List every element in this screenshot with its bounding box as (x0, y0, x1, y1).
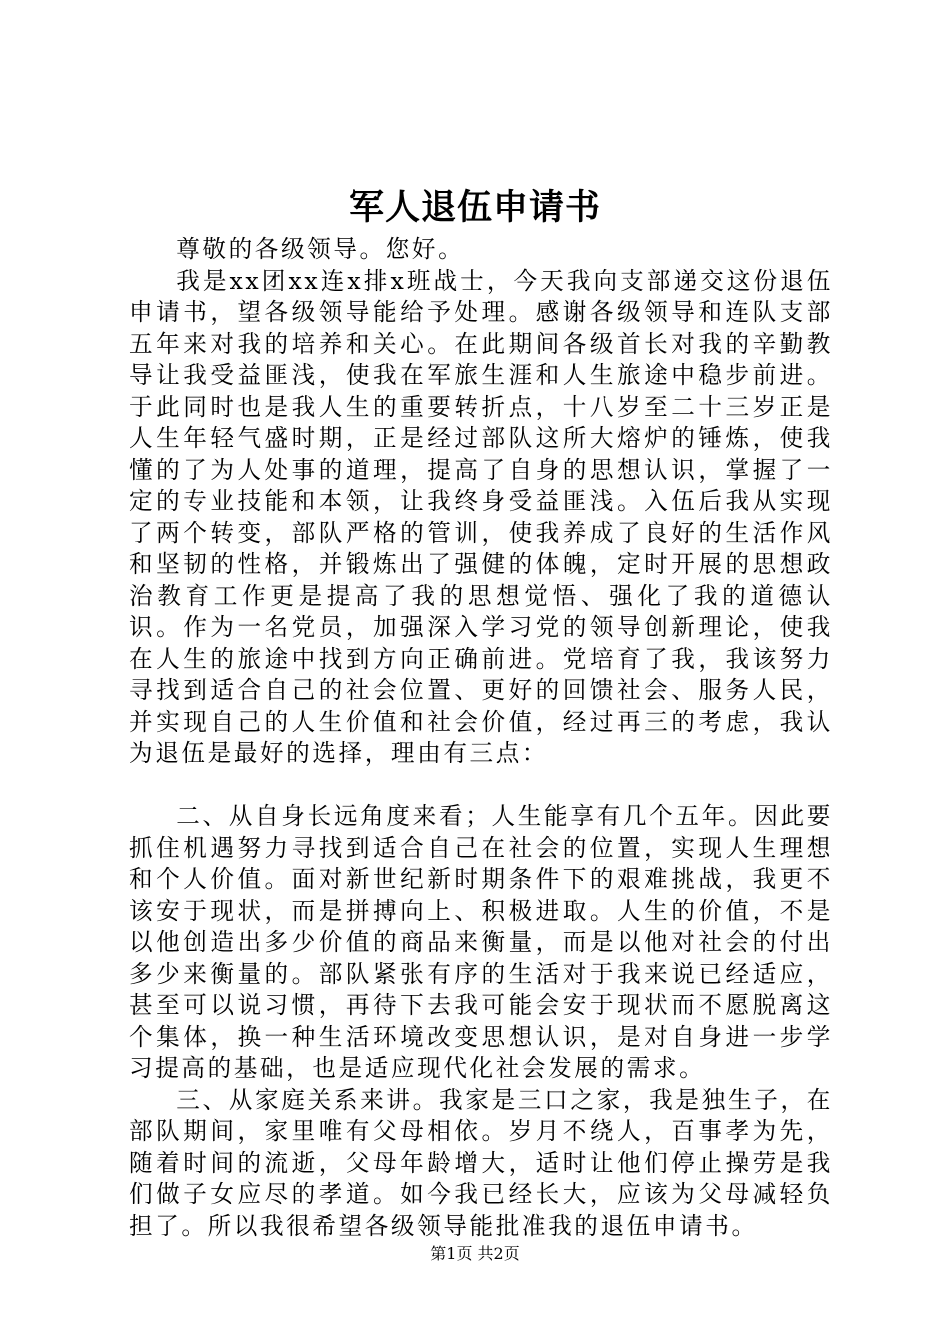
document-title: 军人退伍申请书 (348, 187, 601, 228)
salutation-paragraph: 尊敬的各级领导。您好。 (176, 235, 465, 263)
body-paragraph-3: 三、从家庭关系来讲。我家是三口之家，我是独生子，在部队期间，家里唯有父母相依。岁月不绕人，百事孝为先，随着时间的流逝，父母年龄增大，适时让他们停止操劳是我们做子女应尽的孝道。如今我已经长大，应该为父母减轻负担了。所以我很希望各级领导能批准我的退伍申请书。 (129, 1085, 833, 1240)
paragraph-gap (129, 770, 833, 802)
body-paragraph-1: 我是xx团xx连x排x班战士，今天我向支部递交这份退伍申请书，望各级领导能给予处理。感谢各级领导和连队支部五年来对我的培养和关心。在此期间各级首长对我的辛勤教导让我受益匪浅，使我在军旅生涯和人生旅途中稳步前进。于此同时也是我人生的重要转折点，十八岁至二十三岁正是人生年轻气盛时期，正是经过部队这所大熔炉的锤炼，使我懂的了为人处事的道理，提高了自身的思想认识，掌握了一定的专业技能和本领，让我终身受益匪浅。入伍后我从实现了两个转变，部队严格的管训，使我养成了良好的生活作风和坚韧的性格，并锻炼出了强健的体魄，定时开展的思想政治教育工作更是提高了我的思想觉悟、强化了我的道德认识。作为一名党员，加强深入学习党的领导创新理论，使我在人生的旅途中找到方向正确前进。党培育了我，我该努力寻找到适合自己的社会位置、更好的回馈社会、服务人民，并实现自己的人生价值和社会价值，经过再三的考虑，我认为退伍是最好的选择，理由有三点： (129, 266, 833, 767)
document-body (129, 234, 833, 1242)
page-number-footer: 第1页 共2页 (430, 1244, 520, 1263)
body-paragraph-2: 二、从自身长远角度来看；人生能享有几个五年。因此要抓住机遇努力寻找到适合自己在社会的位置，实现人生理想和个人价值。面对新世纪新时期条件下的艰难挑战，我更不该安于现状，而是拼搏向上、积极进取。人生的价值，不是以他创造出多少价值的商品来衡量，而是以他对社会的付出多少来衡量的。部队紧张有序的生活对于我来说已经适应，甚至可以说习惯，再待下去我可能会安于现状而不愿脱离这个集体，换一种生活环境改变思想认识，是对自身进一步学习提高的基础，也是适应现代化社会发展的需求。 (129, 802, 833, 1082)
